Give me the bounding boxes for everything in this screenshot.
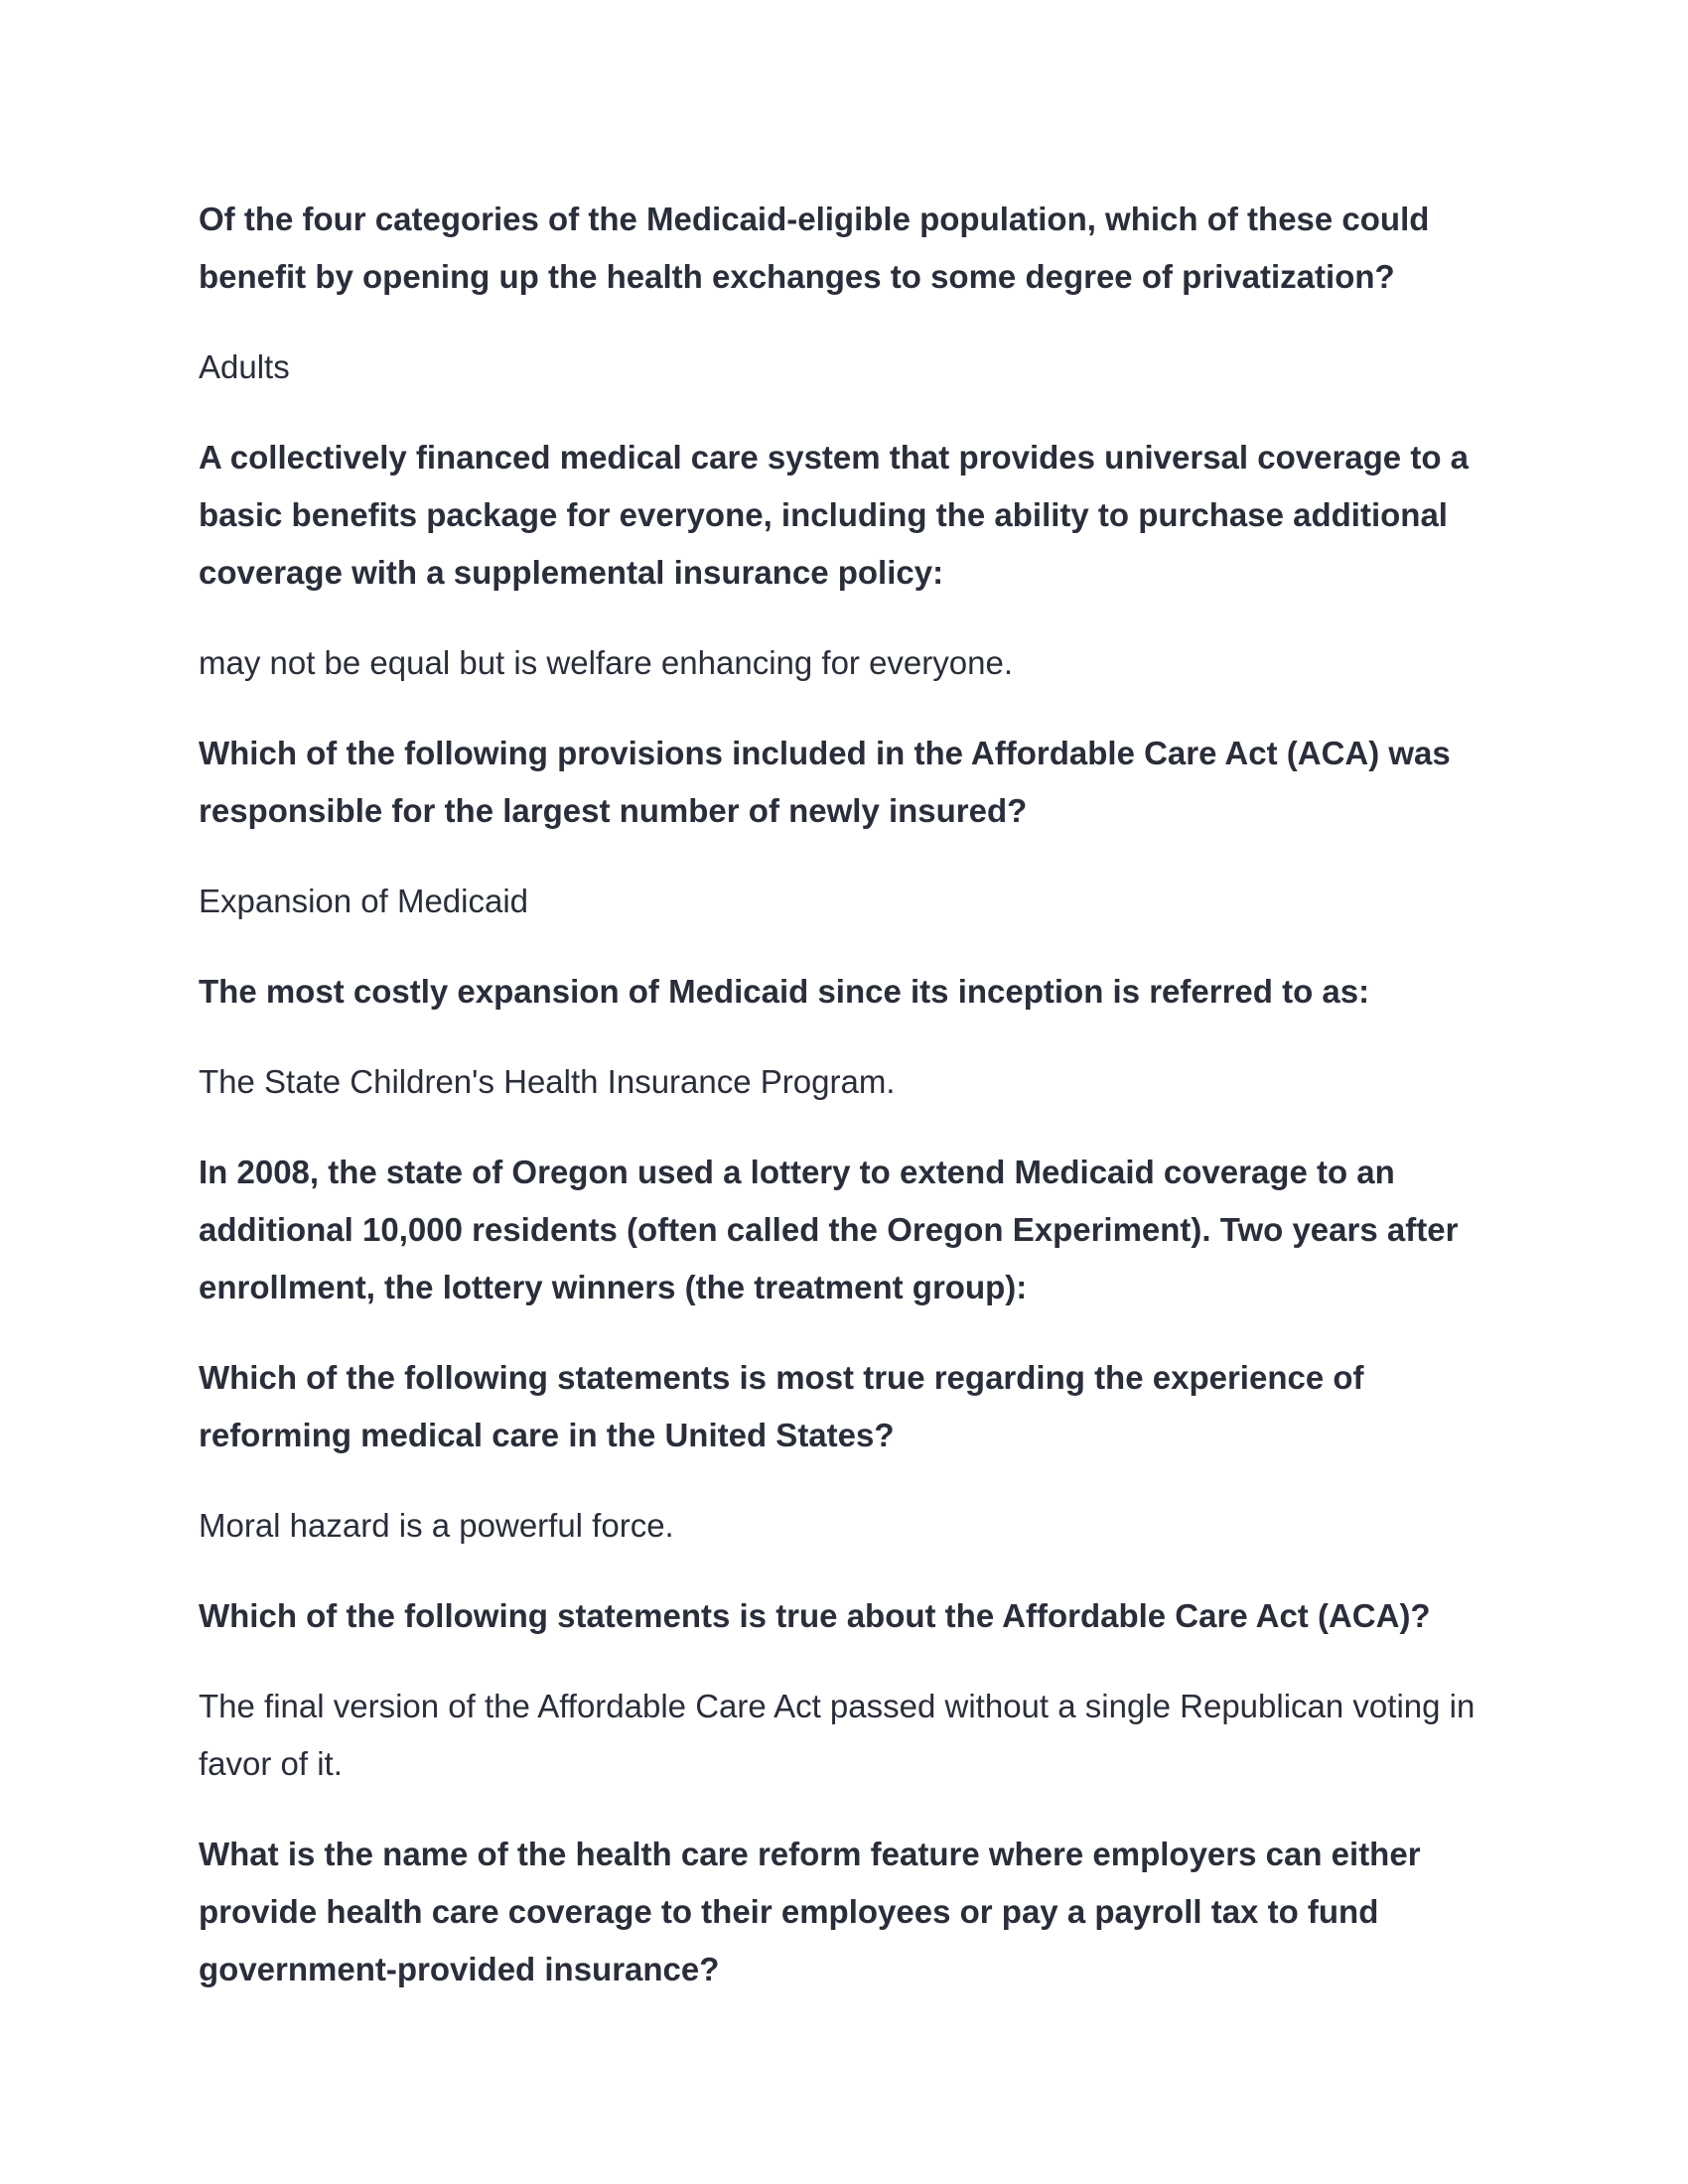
document-page bbox=[199, 191, 1499, 2031]
answer-1: Adults bbox=[199, 348, 290, 385]
question-3: Which of the following provisions included in the Affordable Care Act (ACA) was responsible for the largest number of newly insured? bbox=[199, 735, 1451, 829]
answer-6: Moral hazard is a powerful force. bbox=[199, 1507, 674, 1544]
answer-2: may not be equal but is welfare enhancing for everyone. bbox=[199, 644, 1014, 681]
answer-3: Expansion of Medicaid bbox=[199, 883, 529, 919]
answer-7: The final version of the Affordable Care Act passed without a single Republican voting in favor of it. bbox=[199, 1688, 1476, 1782]
question-2: A collectively financed medical care system that provides universal coverage to a basic benefits package for everyone, including the ability to purchase additional coverage with a supplemental insurance policy: bbox=[199, 439, 1469, 591]
answer-4: The State Children's Health Insurance Program. bbox=[199, 1063, 896, 1100]
question-1: Of the four categories of the Medicaid-eligible population, which of these could benefit by opening up the health exchanges to some degree of privatization? bbox=[199, 201, 1430, 295]
question-8: What is the name of the health care reform feature where employers can either provide health care coverage to their employees or pay a payroll tax to fund government-provided insurance? bbox=[199, 1836, 1421, 1987]
question-4: The most costly expansion of Medicaid since its inception is referred to as: bbox=[199, 973, 1370, 1010]
question-6: Which of the following statements is most true regarding the experience of reforming medical care in the United States? bbox=[199, 1359, 1364, 1453]
question-7: Which of the following statements is true about the Affordable Care Act (ACA)? bbox=[199, 1597, 1431, 1634]
question-5: In 2008, the state of Oregon used a lottery to extend Medicaid coverage to an additional 10,000 residents (often called the Oregon Experiment). Two years after enrollment, the lottery winners (the treatment group): bbox=[199, 1154, 1459, 1305]
